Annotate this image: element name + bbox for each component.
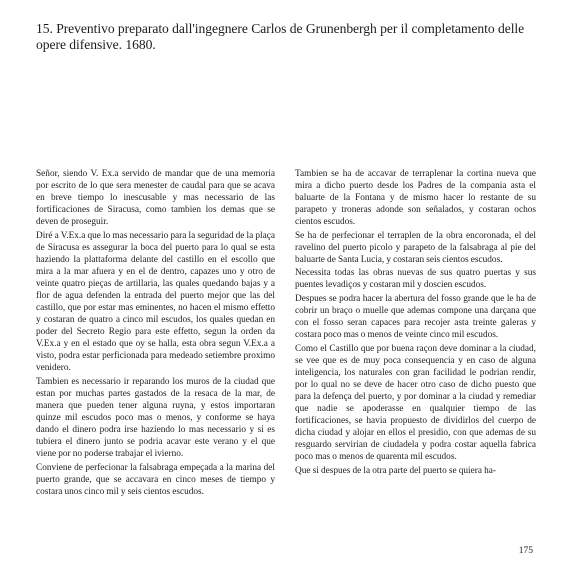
page-number: 175 [518, 546, 533, 556]
document-heading: 15. Preventivo preparato dall'ingegnere Carlos de Grunenbergh per il completamento delle opere difensive. 1680. [36, 21, 525, 52]
paragraph: Conviene de perfecionar la falsabraga empeçada a la marina del puerto grande, que se accavara en cinco meses de tiempo y costara unos cinco mil y seis cientos escudos. [36, 462, 275, 497]
paragraph: Como el Castillo que por buena raçon deve dominar a la ciudad, se vee que es de muy poca consequencia y en caso de alguna inteligencia, los naturales con gran facilidad le podrian rendir, por lo qual no se deve de hacer otro caso de dicho puesto que para la defença del puerto, y por dominar a la ciudad y remediar que nadie se apoderasse en qualquier tiempo de las fortificaciones, se havia propuesto de dividirlos del cuerpo de dicha ciudad y alojar en ellos el presidio, con que ademas de su resguardo servirian de ciudadela y podra costar aquella fabrica poco mas o menos de quarenta mil escudos. [295, 343, 536, 463]
paragraph: Tambien es necessario ir reparando los muros de la ciudad que estan por muchas partes gastados de la resaca de la mar, de manera que pueden tener alguna ruyna, y estos importaran quinze mil escudos poco mas o menos, y conforme se haya dando el dinero podra irse haziendo lo mas necessario y si es tubiera el dinero junto se podria acavar este verano y el que viene por no poderse trabajar el ivierno. [36, 376, 275, 460]
paragraph: Tambien se ha de accavar de terraplenar la cortina nueva que mira a dicho puerto desde los Padres de la compania asta el baluarte de la Fontana y de mismo hacer lo restante de su parapeto y troneras adonde son señalados, y costaran ochos cientos escudos. [295, 169, 536, 228]
paragraph: Señor, siendo V. Ex.a servido de mandar que de una memoria por escrito de lo que sera menester de caudal para que se acava en breve tiempo lo inescusable y mas necessario de las fortificaciones de Siracusa, como tambien los demas que se deven de proseguir. [36, 169, 275, 228]
left-text-column [36, 168, 275, 498]
right-text-column [295, 168, 536, 477]
paragraph: Que si despues de la otra parte del puerto se quiera ha- [295, 465, 496, 476]
paragraph: Se ha de perfecionar el terraplen de la obra encoronada, el del ravelino del puerto picolo y parapeto de la falsabraga al pie del baluarte de Santa Lucia, y costaran seis cientos escudos. [295, 230, 536, 265]
paragraph: Necessita todas las obras nuevas de sus quatro puertas y sus puentes levadiços y costaran mil y doscien escudos. [295, 268, 536, 291]
paragraph: Diré a V.Ex.a que lo mas necessario para la seguridad de la plaça de Siracusa es assegurar la boca del puerto para lo qual se esta haziendo la plattaforma delante del castillo en el escollo que mira a la mar afuera y en el de dentro, capazes uno y otro de veinte quatro pieças de artillaria, las quales quedando bajas y a flor de agua defenden la entrada del puerto mejor que las del castillo, que por estar mas eminentes, no hacen el mismo effetto y costaran de quatro a cinco mil escudos, los quales quedan en poder del Secreto Regio para este effetto, segun la orden da V.Ex.a y en el estado que oy se halla, esta obra segun V.Ex.a a visto, podra estar perficionada para medeado setiembre proximo venidero. [36, 230, 275, 374]
paragraph: Despues se podra hacer la abertura del fosso grande que le ha de cobrir un braço o muelle que ademas compone una darçana que con el fosso seran capaces para recojer asta treinte galeras y costara poco mas o menos de veinte cinco mil escudos. [295, 293, 536, 341]
